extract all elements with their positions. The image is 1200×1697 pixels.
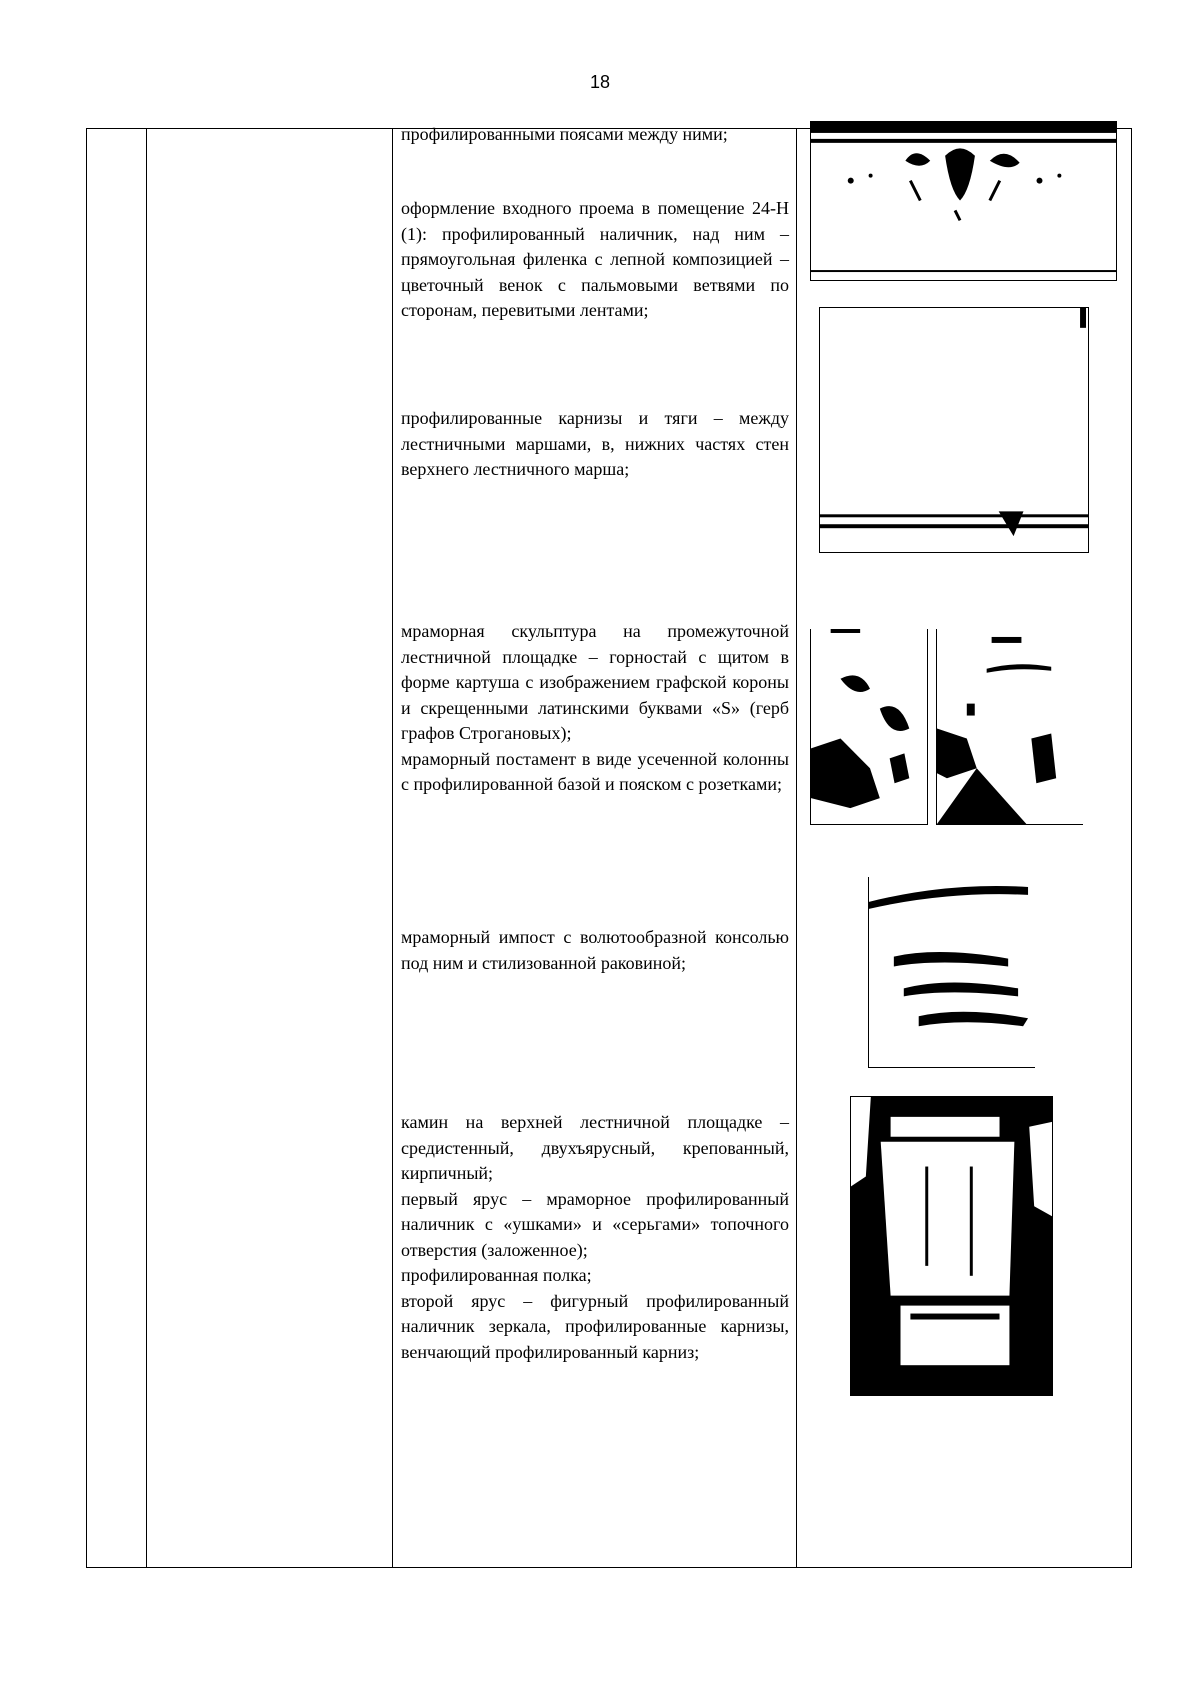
photo-doorway-wreath xyxy=(810,121,1117,281)
photo-ermine-sculpture-right xyxy=(936,629,1083,825)
entry-paragraph: камин на верхней лестничной площадке – средистенный, двухъярусный, крепованный, кирпичный; xyxy=(401,1112,789,1183)
entry-text xyxy=(401,1110,789,1365)
entry-paragraph: мраморный постамент в виде усеченной колонны с профилированной базой и пояском с розетками; xyxy=(401,748,789,794)
column-divider xyxy=(392,129,393,1567)
objects-table xyxy=(86,124,1132,1568)
entry-paragraph: профилированными поясами между ними; xyxy=(401,124,728,144)
entry-paragraph: второй ярус – фигурный профилированный наличник зеркала, профилированные карнизы, венчающий профилированный карниз; xyxy=(401,1290,789,1362)
photo-cornice xyxy=(819,307,1089,553)
entry-text xyxy=(401,196,789,324)
entry-text xyxy=(401,406,789,483)
entry-paragraph: мраморный импост с волютообразной консолью под ним и стилизованной раковиной; xyxy=(401,927,789,973)
entry-text xyxy=(401,122,789,148)
entry-paragraph: профилированные карнизы и тяги – между лестничными маршами, в, нижних частях стен верхнего лестничного марша; xyxy=(401,408,789,479)
photo-fireplace xyxy=(850,1096,1053,1396)
entry-text xyxy=(401,619,789,798)
column-divider xyxy=(146,129,147,1567)
column-divider xyxy=(796,129,797,1567)
entry-paragraph: профилированная полка; xyxy=(401,1265,592,1285)
entry-text xyxy=(401,925,789,976)
entry-paragraph: первый ярус – мраморное профилированный наличник с «ушками» и «серьгами» топочного отверстия (заложенное); xyxy=(401,1188,789,1260)
page-number: 18 xyxy=(589,72,611,92)
photo-ermine-sculpture-left xyxy=(810,629,928,825)
entry-paragraph: оформление входного проема в помещение 24-Н (1): профилированный наличник, над ним – прямоугольная филенка с лепной композицией – цветочный венок с пальмовыми ветвями по сторонам, перевитыми лентами; xyxy=(401,198,789,320)
entry-paragraph: мраморная скульптура на промежуточной лестничной площадке – горностай с щитом в форме картуша с изображением графской короны и скрещенными латинскими буквами «S» (герб графов Строгановых); xyxy=(401,621,789,743)
photo-marble-impost xyxy=(868,877,1035,1068)
